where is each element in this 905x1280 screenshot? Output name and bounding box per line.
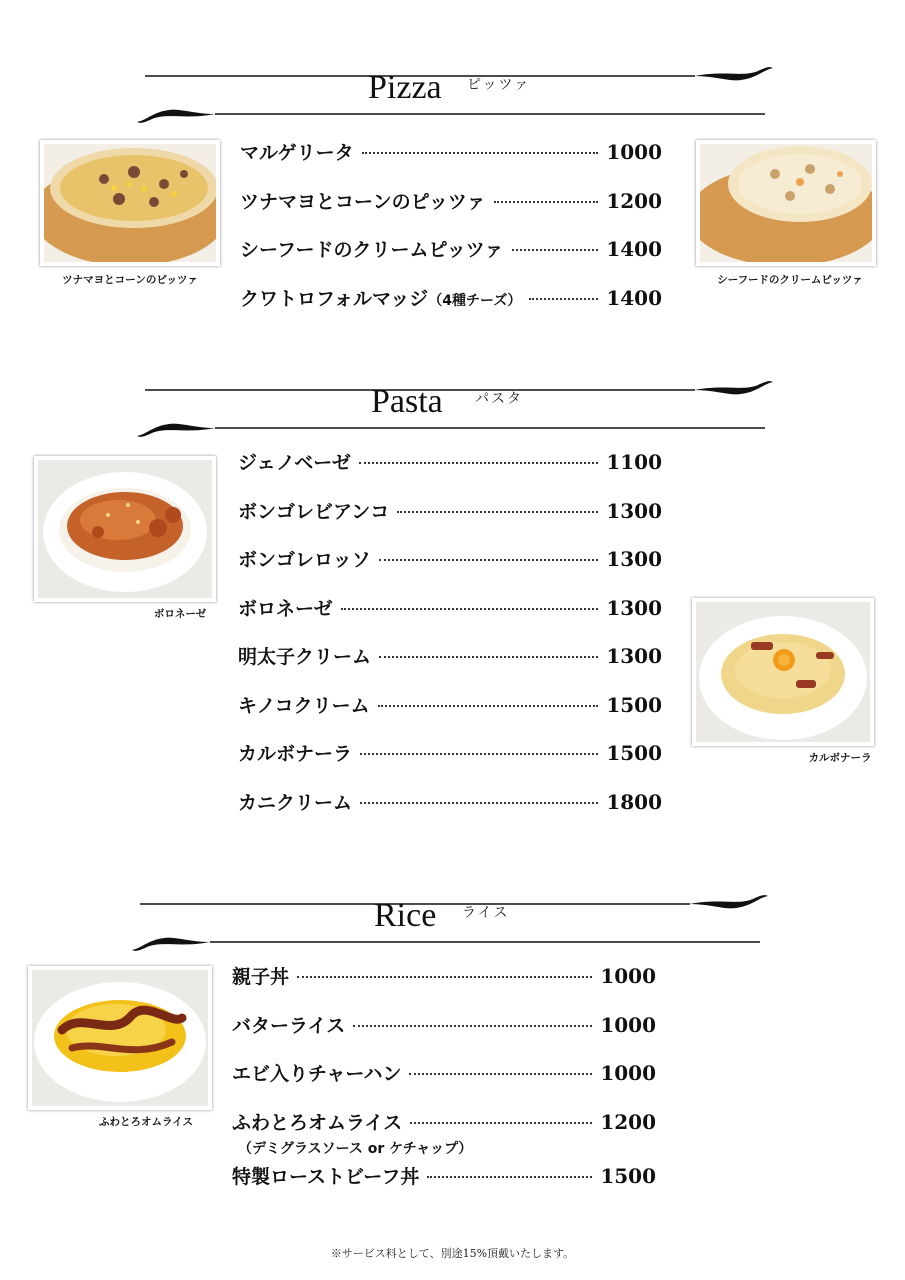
item-name: シーフードのクリームピッツァ xyxy=(240,239,504,261)
menu-item-margherita xyxy=(240,138,662,187)
item-name-main: クワトロフォルマッジ xyxy=(240,287,429,310)
pasta-header-flourish xyxy=(135,378,775,438)
menu-item-mentaiko-cream xyxy=(238,642,662,691)
pizza-title: Pizza xyxy=(368,69,442,106)
item-price: 1500 xyxy=(606,692,662,717)
item-price: 1300 xyxy=(606,644,662,668)
pasta-title: Pasta xyxy=(371,383,443,420)
menu-item-butter-rice xyxy=(232,1011,656,1060)
leader-dots xyxy=(379,655,598,658)
leader-dots xyxy=(360,801,598,804)
item-price: 1000 xyxy=(606,140,662,164)
rice-photo-left xyxy=(28,966,212,1110)
pasta-photo-right-caption: カルボナーラ xyxy=(808,752,872,764)
rice-title: Rice xyxy=(374,897,437,934)
pasta-photo-left xyxy=(34,456,216,602)
item-price: 1000 xyxy=(600,1012,656,1037)
rice-photo-left-caption: ふわとろオムライス xyxy=(98,1116,194,1128)
rice-header xyxy=(130,892,770,952)
pizza-photo-right-caption: シーフードのクリームピッツァ xyxy=(717,274,863,286)
item-name-note: （4種チーズ） xyxy=(428,292,522,309)
leader-dots xyxy=(427,1175,592,1178)
item-price: 1800 xyxy=(606,789,662,814)
item-name xyxy=(240,284,521,311)
item-name: ボロネーゼ xyxy=(238,597,333,620)
pizza-photo-left xyxy=(40,140,220,266)
rice-section xyxy=(0,890,905,1210)
pasta-photo-left-caption: ボロネーゼ xyxy=(153,608,207,620)
pasta-header xyxy=(135,378,775,438)
item-price: 1300 xyxy=(606,498,662,523)
menu-item-roast-beef-don xyxy=(232,1162,656,1211)
leader-dots xyxy=(410,1121,592,1124)
menu-item-tuna-corn xyxy=(240,187,662,236)
item-price: 1400 xyxy=(606,285,662,310)
item-name: バターライス xyxy=(232,1014,346,1037)
menu-item-genovese xyxy=(238,448,662,497)
leader-dots xyxy=(512,248,599,251)
pizza-section xyxy=(0,60,905,320)
leader-dots xyxy=(409,1072,592,1075)
item-name: ボンゴレビアンコ xyxy=(238,500,390,523)
pasta-photo-right xyxy=(692,598,874,746)
leader-dots xyxy=(341,607,599,610)
item-price: 1200 xyxy=(600,1109,656,1134)
menu-item-oyakodon xyxy=(232,962,656,1011)
menu-item-quattro-formaggi xyxy=(240,284,662,333)
leader-dots xyxy=(360,752,598,755)
item-name: エビ入りチャーハン xyxy=(232,1063,402,1085)
leader-dots xyxy=(529,297,598,300)
omurice-sauce-note: （デミグラスソース or ケチャップ） xyxy=(238,1141,473,1157)
pizza-header-flourish xyxy=(135,64,775,124)
leader-dots xyxy=(378,704,599,707)
item-name: ツナマヨとコーンのピッツァ xyxy=(240,190,486,213)
rice-header-flourish xyxy=(130,892,770,952)
item-price: 1500 xyxy=(600,1164,656,1188)
leader-dots xyxy=(379,558,599,561)
leader-dots xyxy=(494,200,599,203)
menu-item-crab-cream xyxy=(238,788,662,837)
item-price: 1000 xyxy=(600,1061,656,1085)
item-price: 1100 xyxy=(606,450,662,474)
pizza-header xyxy=(135,64,775,124)
rice-menu-list xyxy=(232,962,656,1211)
item-name: キノコクリーム xyxy=(238,694,370,717)
leader-dots xyxy=(297,975,592,978)
service-charge-note: ※サービス料として、別途15%頂戴いたします。 xyxy=(330,1247,575,1260)
pizza-photo-right xyxy=(696,140,876,266)
item-price: 1200 xyxy=(606,188,662,213)
item-price: 1000 xyxy=(600,964,656,988)
item-price: 1500 xyxy=(606,741,662,765)
menu-item-vongole-rosso xyxy=(238,545,662,594)
item-name: カニクリーム xyxy=(238,791,353,814)
rice-subtitle: ライス xyxy=(462,905,510,921)
item-price: 1300 xyxy=(606,595,662,620)
leader-dots xyxy=(353,1024,592,1027)
menu-item-mushroom-cream xyxy=(238,691,662,740)
menu-item-seafood-cream xyxy=(240,235,662,284)
item-name: ふわとろオムライス xyxy=(232,1111,403,1134)
item-name: マルゲリータ xyxy=(240,142,354,164)
item-name: 親子丼 xyxy=(232,966,290,988)
leader-dots xyxy=(397,510,598,513)
item-name: カルボナーラ xyxy=(238,743,353,765)
leader-dots xyxy=(362,151,599,154)
item-name: 明太子クリーム xyxy=(238,646,372,668)
item-price: 1300 xyxy=(606,547,662,571)
item-name: ジェノベーゼ xyxy=(238,452,351,474)
item-name: 特製ローストビーフ丼 xyxy=(232,1166,420,1188)
item-name: ボンゴレロッソ xyxy=(238,549,371,571)
pasta-subtitle: パスタ xyxy=(475,391,523,407)
menu-item-carbonara xyxy=(238,739,662,788)
pizza-menu-list xyxy=(240,138,662,332)
pasta-section xyxy=(0,378,905,838)
pizza-subtitle: ピッツァ xyxy=(467,77,531,93)
pizza-photo-left-caption: ツナマヨとコーンのピッツァ xyxy=(62,274,198,286)
menu-item-shrimp-fried-rice xyxy=(232,1059,656,1108)
menu-item-bolognese xyxy=(238,594,662,643)
menu-item-vongole-bianco xyxy=(238,497,662,546)
leader-dots xyxy=(359,461,598,464)
item-price: 1400 xyxy=(606,237,662,261)
pasta-menu-list xyxy=(238,448,662,836)
